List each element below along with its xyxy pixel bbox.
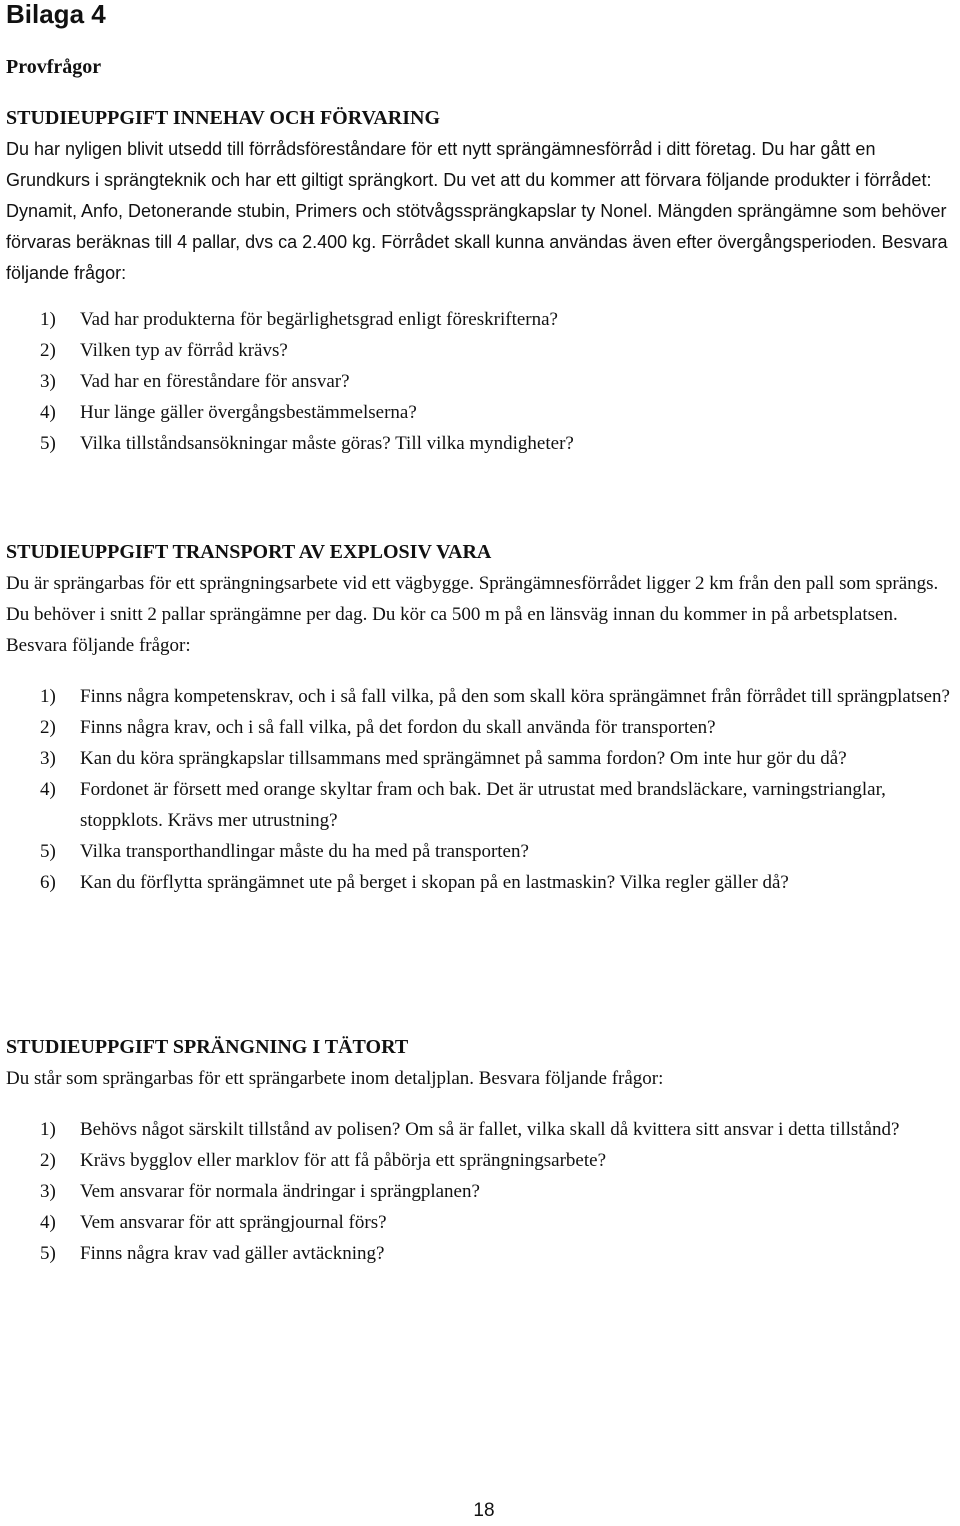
question-number: 2) [40,717,56,738]
question-item [6,712,956,743]
section-paragraph: Du är sprängarbas för ett sprängningsarbete vid ett vägbygge. Sprängämnesförrådet ligger 2 km från den pall som sprängs. Du behöver i snitt 2 pallar sprängämne per dag. Du kör ca 500 m på en länsväg innan du kommer in på arbetsplatsen. Besvara följande frågor: [6,573,939,656]
question-text: Kan du förflytta sprängämnet ute på berget i skopan på en lastmaskin? Vilka regler gäller då? [80,872,789,893]
question-item [6,428,956,459]
question-text: Vilken typ av förråd krävs? [80,340,288,361]
question-item [6,1207,956,1238]
page-heading: Bilaga 4 [6,0,106,29]
question-number: 5) [40,433,56,454]
question-text: Kan du köra sprängkapslar tillsammans med sprängämnet på samma fordon? Om inte hur gör du då? [80,748,847,769]
question-number: 4) [40,779,56,800]
question-text: Vad har en föreståndare för ansvar? [80,371,350,392]
question-number: 1) [40,309,56,330]
question-item [6,867,956,898]
question-text: Vem ansvarar för att sprängjournal förs? [80,1212,387,1233]
section-urban-blasting [6,1032,956,1269]
question-list [6,681,956,898]
question-text: Behövs något särskilt tillstånd av polisen? Om så är fallet, vilka skall då kvittera sitt ansvar i detta tillstånd? [80,1119,900,1140]
section-storage [6,103,956,459]
page-subheading: Provfrågor [6,56,102,78]
question-text: Hur länge gäller övergångsbestämmelserna? [80,402,417,423]
section-title: STUDIEUPPGIFT TRANSPORT AV EXPLOSIV VARA [6,541,492,563]
section-transport [6,537,956,898]
question-number: 5) [40,841,56,862]
question-item [6,366,956,397]
question-item [6,743,956,774]
question-list [6,304,956,459]
question-text: Vad har produkterna för begärlighetsgrad enligt föreskrifterna? [80,309,558,330]
question-item [6,304,956,335]
section-title: STUDIEUPPGIFT INNEHAV OCH FÖRVARING [6,107,441,129]
section-paragraph: Du står som sprängarbas för ett sprängarbete inom detaljplan. Besvara följande frågor: [6,1068,664,1089]
question-number: 4) [40,402,56,423]
section-paragraph: Du har nyligen blivit utsedd till förrådsföreståndare för ett nytt sprängämnesförråd i ditt företag. Du har gått en Grundkurs i sprängteknik och har ett giltigt sprängkort. Du vet att du kommer att förvara följande produkter i förrådet: Dynamit, Anfo, Detonerande stubin, Primers och stötvågssprängkapslar ty Nonel. Mängden sprängämne som behöver förvaras beräknas till 4 pallar, dvs ca 2.400 kg. Förrådet skall kunna användas även efter övergångsperioden. Besvara följande frågor: [6,139,948,283]
question-item [6,1145,956,1176]
question-item [6,335,956,366]
question-item [6,1114,956,1145]
question-text: Krävs bygglov eller marklov för att få påbörja ett sprängningsarbete? [80,1150,607,1171]
question-number: 2) [40,1150,56,1171]
question-number: 3) [40,371,56,392]
question-item [6,836,956,867]
question-text: Finns några krav vad gäller avtäckning? [80,1243,385,1264]
question-text: Vilka transporthandlingar måste du ha med på transporten? [80,841,529,862]
question-item [6,681,956,712]
question-item [6,397,956,428]
page-number: 18 [473,1500,495,1521]
question-text: Vem ansvarar för normala ändringar i sprängplanen? [80,1181,480,1202]
question-text: Finns några krav, och i så fall vilka, på det fordon du skall använda för transporten? [80,717,716,738]
question-text: Vilka tillståndsansökningar måste göras? Till vilka myndigheter? [80,433,574,454]
question-number: 2) [40,340,56,361]
question-number: 6) [40,872,56,893]
question-number: 4) [40,1212,56,1233]
question-number: 3) [40,748,56,769]
section-title: STUDIEUPPGIFT SPRÄNGNING I TÄTORT [6,1036,409,1058]
question-number: 1) [40,1119,56,1140]
question-text: Fordonet är försett med orange skyltar fram och bak. Det är utrustat med brandsläckare, varningstrianglar, stoppklots. Krävs mer utrustning? [80,779,886,831]
question-item [6,774,956,836]
question-number: 5) [40,1243,56,1264]
question-number: 3) [40,1181,56,1202]
question-list [6,1114,956,1269]
question-item [6,1238,956,1269]
question-item [6,1176,956,1207]
question-text: Finns några kompetenskrav, och i så fall vilka, på den som skall köra sprängämnet från förrådet till sprängplatsen? [80,686,950,707]
question-number: 1) [40,686,56,707]
